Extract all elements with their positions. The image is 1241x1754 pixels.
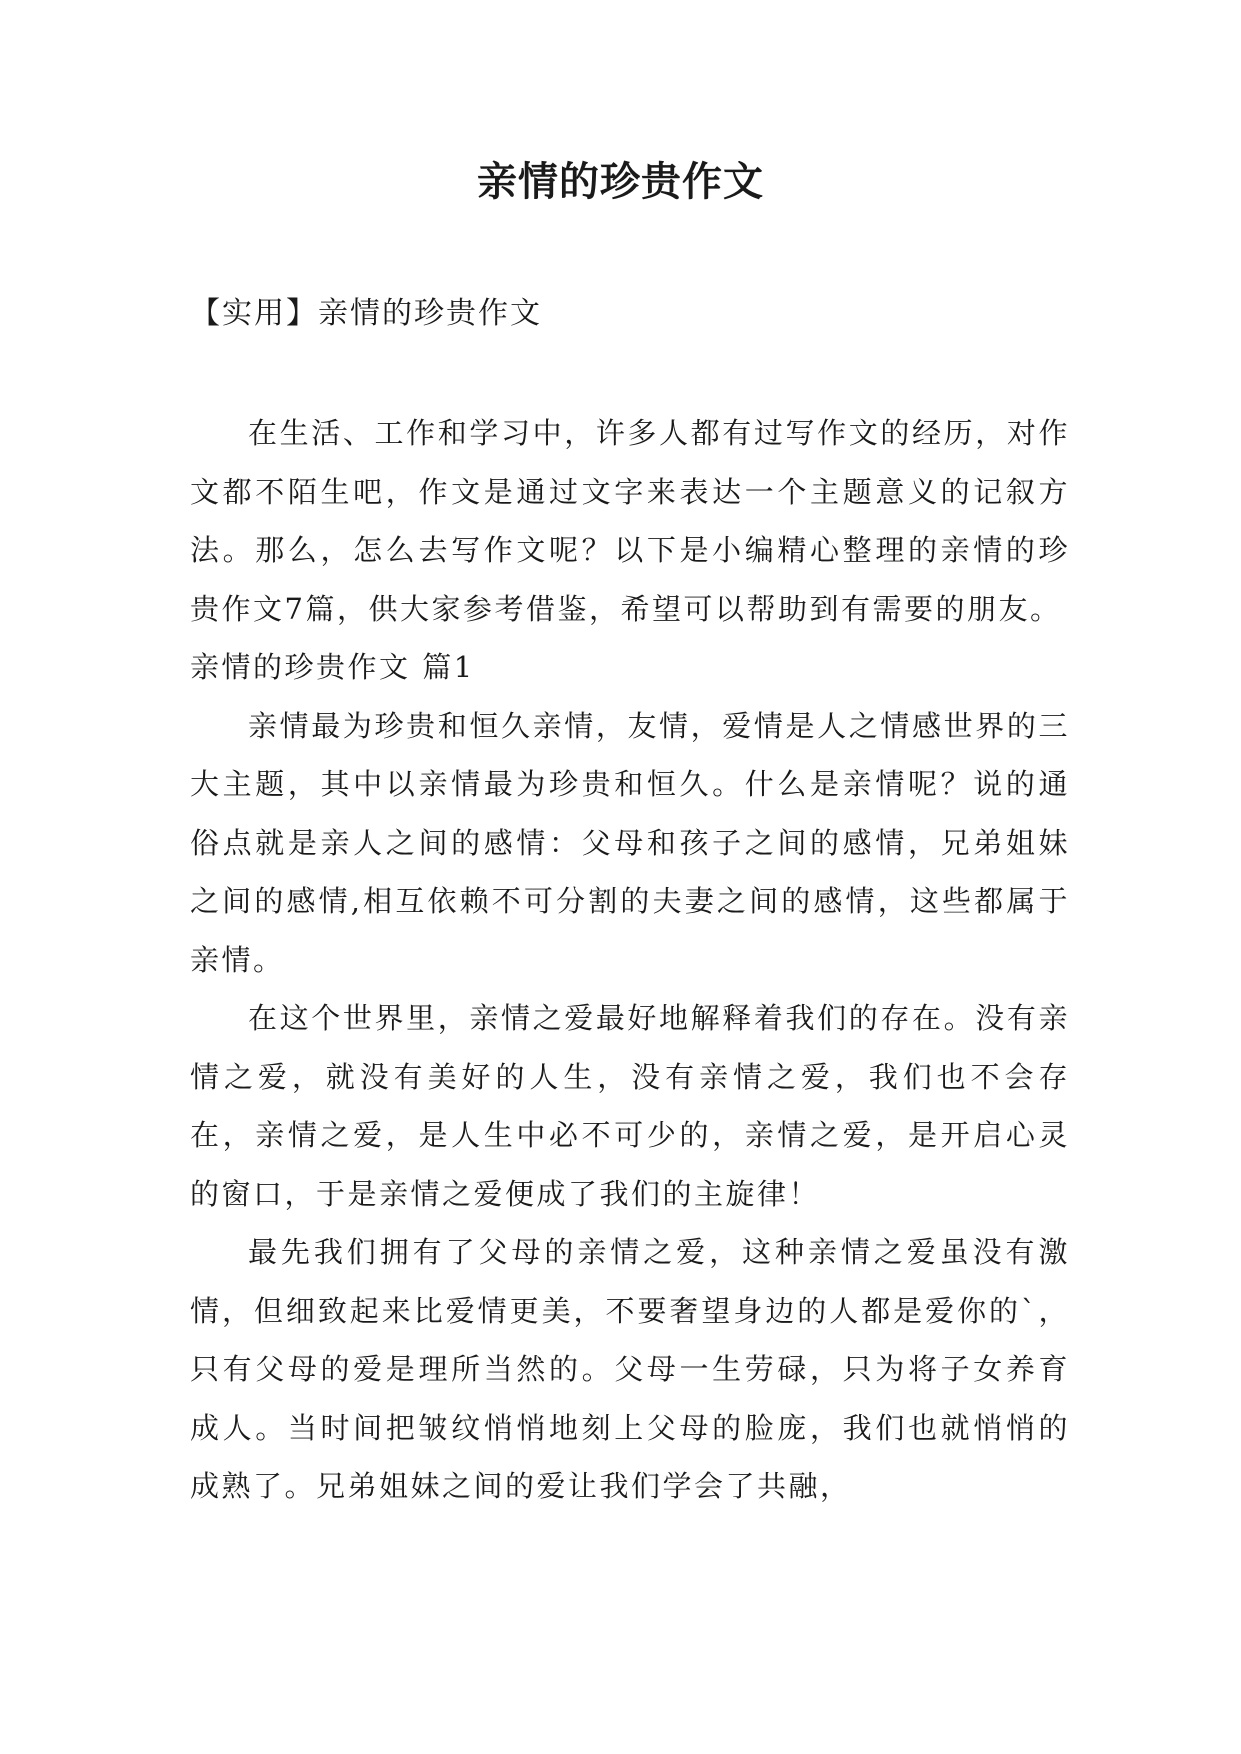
document-body [190,404,1070,1516]
body-paragraph-1: 亲情最为珍贵和恒久亲情，友情，爱情是人之情感世界的三大主题，其中以亲情最为珍贵和恒久。什么是亲情呢？说的通俗点就是亲人之间的感情：父母和孩子之间的感情，兄弟姐妹之间的感情,相互依赖不可分割的夫妻之间的感情，这些都属于亲情。 [190,708,1070,977]
section-heading: 亲情的珍贵作文 篇1 [190,650,475,684]
document-title: 亲情的珍贵作文 [477,158,764,205]
body-paragraph-2: 在这个世界里，亲情之爱最好地解释着我们的存在。没有亲情之爱，就没有美好的人生，没有亲情之爱，我们也不会存在，亲情之爱，是人生中必不可少的，亲情之爱，是开启心灵的窗口，于是亲情之爱便成了我们的主旋律！ [190,1001,1070,1211]
intro-paragraph: 在生活、工作和学习中，许多人都有过写作文的经历，对作文都不陌生吧，作文是通过文字来表达一个主题意义的记叙方法。那么，怎么去写作文呢？以下是小编精心整理的亲情的珍贵作文7篇，供大家参考借鉴，希望可以帮助到有需要的朋友。 [190,416,1070,626]
document-subtitle: 【实用】亲情的珍贵作文 [190,296,542,331]
body-paragraph-3: 最先我们拥有了父母的亲情之爱，这种亲情之爱虽没有激情，但细致起来比爱情更美，不要奢望身边的人都是爱你的`，只有父母的爱是理所当然的。父母一生劳碌，只为将子女养育成人。当时间把皱纹悄悄地刻上父母的脸庞，我们也就悄悄的成熟了。兄弟姐妹之间的爱让我们学会了共融， [190,1235,1070,1503]
